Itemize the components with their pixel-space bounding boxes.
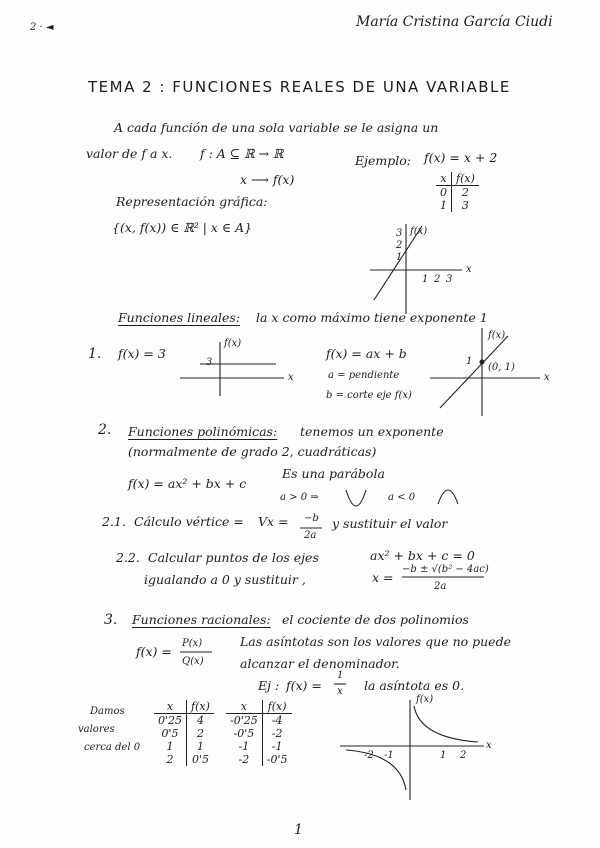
example-denominator: x bbox=[337, 686, 343, 697]
table-cell: 0'5 bbox=[161, 727, 179, 740]
corner-mark: 2 · ◄ bbox=[30, 22, 54, 33]
table-cell: 0'5 bbox=[187, 753, 214, 766]
parabola-note: Es una parábola bbox=[282, 466, 385, 481]
example-label-2: Ej : bbox=[258, 678, 280, 693]
side-note-2: valores bbox=[78, 724, 115, 735]
table-row bbox=[226, 700, 292, 714]
const-graph-y-label: f(x) bbox=[224, 338, 242, 349]
asymptote-text-2: alcanzar el denominador. bbox=[240, 656, 400, 671]
quadratic-denominator: 2a bbox=[434, 581, 447, 592]
mapping-arrow: x ⟶ f(x) bbox=[240, 172, 295, 187]
step-1-tail: y sustituir el valor bbox=[332, 516, 448, 531]
rational-number: 3. bbox=[104, 612, 118, 628]
a-positive-label: a > 0 ⇒ bbox=[280, 492, 319, 503]
example-label: Ejemplo: bbox=[355, 153, 411, 168]
table-cell: 3 bbox=[452, 199, 479, 212]
table-row bbox=[226, 714, 292, 728]
table-cell: 4 bbox=[187, 714, 214, 728]
hyperbola-tick: 2 bbox=[460, 750, 467, 761]
table-row bbox=[154, 700, 214, 714]
example-graph-x-label: x bbox=[466, 264, 472, 275]
graph-rep-label: Representación gráfica: bbox=[116, 194, 268, 209]
mapping-definition: f : A ⊆ ℝ → ℝ bbox=[200, 146, 284, 161]
linear-item-number: 1. bbox=[88, 346, 102, 362]
example-graph-tick: 3 bbox=[396, 228, 403, 239]
table-cell: 2 bbox=[187, 727, 214, 740]
table-cell: -1 bbox=[262, 740, 291, 753]
intercept-point-label: (0, 1) bbox=[488, 362, 515, 373]
example-tail: la asíntota es 0. bbox=[364, 678, 465, 693]
table-header: x bbox=[154, 700, 187, 714]
step-1-number: 2.1. bbox=[102, 514, 126, 529]
values-table-positive bbox=[154, 700, 214, 766]
table-header: x bbox=[226, 700, 262, 714]
example-graph-tick: 1 bbox=[396, 252, 403, 263]
quadratic-equation: ax² + bx + c = 0 bbox=[370, 548, 475, 563]
vertex-numerator: −b bbox=[304, 513, 319, 524]
hyperbola-branch-positive bbox=[414, 706, 478, 742]
polynomial-number: 2. bbox=[98, 422, 112, 438]
side-note-3: cerca del 0 bbox=[84, 742, 141, 753]
vertex-denominator: 2a bbox=[304, 530, 317, 541]
side-note-1: Damos bbox=[90, 706, 125, 717]
intercept-point bbox=[480, 360, 485, 365]
table-cell: -0'25 bbox=[230, 714, 258, 727]
table-cell: -4 bbox=[262, 714, 291, 728]
polynomial-desc-1: tenemos un exponente bbox=[300, 424, 444, 439]
table-cell: -2 bbox=[262, 727, 291, 740]
example-graph-tick: 3 bbox=[446, 274, 453, 285]
polynomial-heading: Funciones polinómicas: bbox=[128, 424, 278, 439]
hyperbola-tick: -1 bbox=[384, 750, 394, 761]
graph-rep-set: {(x, f(x)) ∈ ℝ² | x ∈ A} bbox=[112, 220, 253, 235]
rational-fn-lhs: f(x) = bbox=[136, 644, 172, 659]
table-header: f(x) bbox=[187, 700, 214, 714]
table-row bbox=[226, 753, 292, 766]
table-cell: -0'5 bbox=[262, 753, 291, 766]
hyperbola-tick: -2 bbox=[364, 750, 374, 761]
quadratic-x-label: x = bbox=[372, 570, 394, 585]
intercept-definition: b = corte eje f(x) bbox=[326, 390, 412, 401]
hyperbola-y-label: f(x) bbox=[416, 694, 434, 705]
table-row bbox=[154, 740, 214, 753]
rational-heading: Funciones racionales: bbox=[132, 612, 271, 627]
constant-function: f(x) = 3 bbox=[118, 346, 166, 361]
intercept-one-label: 1 bbox=[466, 356, 473, 367]
table-header: f(x) bbox=[452, 172, 479, 186]
example-fn-lhs: f(x) = bbox=[286, 678, 322, 693]
polynomial-desc-2: (normalmente de grado 2, cuadráticas) bbox=[128, 444, 377, 459]
table-cell: 0'25 bbox=[158, 714, 183, 727]
example-function: f(x) = x + 2 bbox=[424, 150, 498, 165]
vertex-x-label: Vx = bbox=[258, 514, 289, 529]
slope-definition: a = pendiente bbox=[328, 370, 400, 381]
example-graph-tick: 1 bbox=[422, 274, 429, 285]
table-row bbox=[154, 714, 214, 728]
table-cell: -0'5 bbox=[233, 727, 255, 740]
values-table-negative bbox=[226, 700, 292, 766]
linear-heading: Funciones lineales: bbox=[118, 310, 241, 325]
linear-general-function: f(x) = ax + b bbox=[326, 346, 407, 361]
rational-numerator: P(x) bbox=[182, 638, 203, 649]
hyperbola-x-label: x bbox=[486, 740, 492, 751]
example-numerator: 1 bbox=[337, 670, 344, 681]
table-cell: -1 bbox=[238, 740, 250, 753]
table-cell: 1 bbox=[166, 740, 174, 753]
page-title: TEMA 2 : FUNCIONES REALES DE UNA VARIABLE bbox=[88, 78, 511, 96]
hyperbola-tick: 1 bbox=[440, 750, 447, 761]
example-graph-tick: 2 bbox=[396, 240, 403, 251]
rational-denominator: Q(x) bbox=[182, 656, 204, 667]
table-cell: 1 bbox=[440, 199, 447, 212]
table-row bbox=[154, 727, 214, 740]
step-2-text: Calcular puntos de los ejes bbox=[148, 550, 319, 565]
table-row bbox=[154, 753, 214, 766]
parabola-down bbox=[438, 490, 458, 504]
table-cell: 1 bbox=[187, 740, 214, 753]
table-cell: 2 bbox=[452, 186, 479, 200]
const-graph-x-label: x bbox=[288, 372, 294, 383]
a-negative-label: a < 0 bbox=[388, 492, 416, 503]
quadratic-numerator: −b ± √(b² − 4ac) bbox=[402, 564, 489, 575]
step-2-number: 2.2. bbox=[116, 550, 140, 565]
hyperbola-branch-negative bbox=[346, 750, 406, 790]
table-row bbox=[226, 740, 292, 753]
example-graph-tick: 2 bbox=[434, 274, 441, 285]
table-cell: 2 bbox=[166, 753, 174, 766]
quadratic-function: f(x) = ax² + bx + c bbox=[128, 476, 247, 491]
table-header: f(x) bbox=[262, 700, 291, 714]
linear-description: la x como máximo tiene exponente 1 bbox=[256, 310, 488, 325]
table-header: x bbox=[436, 172, 452, 186]
const-graph-y-value: 3 bbox=[206, 357, 213, 368]
step-2-text-b: igualando a 0 y sustituir , bbox=[144, 572, 306, 587]
linear-graph-x-label: x bbox=[544, 372, 550, 383]
table-cell: -2 bbox=[238, 753, 250, 766]
author-name: María Cristina García Ciudi bbox=[356, 14, 553, 30]
parabola-up bbox=[346, 490, 366, 506]
intro-line-1: A cada función de una sola variable se le asigna un bbox=[114, 120, 439, 135]
intro-line-2: valor de f a x. bbox=[86, 146, 173, 161]
asymptote-text-1: Las asíntotas son los valores que no puede bbox=[240, 634, 511, 649]
page-number: 1 bbox=[294, 822, 303, 838]
table-row bbox=[226, 727, 292, 740]
example-graph-y-label: f(x) bbox=[410, 226, 428, 237]
rational-description: el cociente de dos polinomios bbox=[282, 612, 469, 627]
linear-graph-y-label: f(x) bbox=[488, 330, 506, 341]
step-1-text: Cálculo vértice = bbox=[134, 514, 244, 529]
table-cell: 0 bbox=[440, 186, 447, 199]
